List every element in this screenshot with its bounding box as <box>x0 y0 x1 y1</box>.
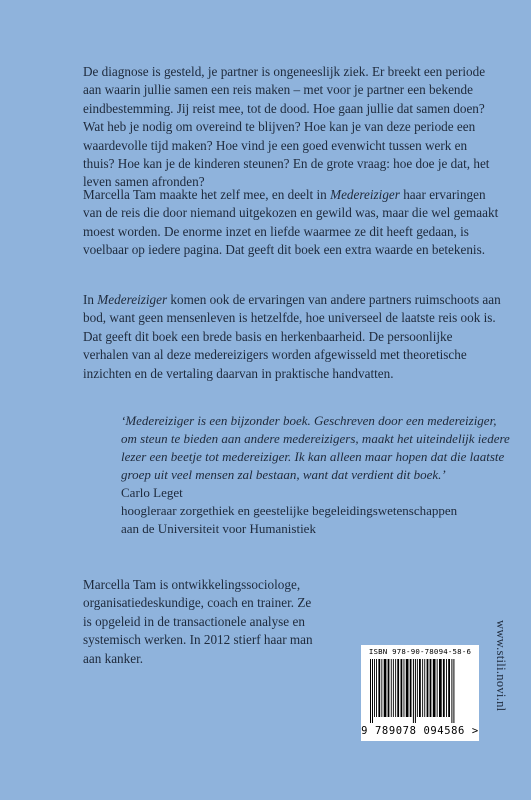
barcode-bar <box>397 659 399 717</box>
barcode-bar <box>424 659 425 717</box>
book-title-italic: Medereiziger <box>97 292 168 307</box>
barcode-bar <box>430 659 432 717</box>
paragraph-2-start: Marcella Tam maakte het zelf mee, en deelt in <box>83 187 331 202</box>
barcode-bar <box>417 659 418 717</box>
barcode-bar <box>437 659 438 717</box>
barcode-bar <box>413 659 414 723</box>
barcode-bar <box>415 659 416 723</box>
paragraph-3-start: In <box>83 292 98 307</box>
barcode-bar <box>374 659 375 717</box>
quote-author: Carlo Leget <box>121 485 183 500</box>
publisher-website: www.stili.novi.nl <box>494 620 508 712</box>
barcode-bar <box>451 659 452 723</box>
paragraph-2-end: haar ervaringen van de reis die door niemand uitgekozen en gewild was, maar die wel gemaakt moest worden. De enorme inzet en liefde waarmee ze dit heeft gedaan, is voelbaar op iedere pagina. Dat geeft dit boek een extra waarde en betekenis. <box>83 187 499 258</box>
description-paragraph-1: De diagnose is gesteld, je partner is ongeneeslijk ziek. Er breekt een periode aan waarin jullie samen een reis maken – met voor je partner een bekende eindbestemming. Jij reist mee, tot de dood. Hoe gaan jullie dat samen doen? Wat heb je nodig om overeind te blijven? Hoe kan je van deze periode een waardevolle tijd maken? Hoe vind je een goed evenwicht tussen werk en thuis? Hoe kan je de kinderen steunen? En de grote vraag: hoe doe je dat, het leven samen afronden? <box>83 64 490 190</box>
barcode-bar <box>446 659 447 717</box>
isbn-barcode <box>361 645 479 741</box>
isbn-label: ISBN 978-90-78094-58-6 <box>368 647 472 656</box>
quote-text: ‘Medereiziger is een bijzonder boek. Geschreven door een medereiziger, om steun te bieden aan andere medereizigers, maakt het uiteindelijk iedere lezer een beetje tot medereiziger. Ik kan alleen maar hopen dat die laatste groep uit veel mensen zal bestaan, want dat verdient dit boek.’ <box>121 413 510 482</box>
barcode-bar <box>433 659 436 717</box>
barcode-bar <box>395 659 396 717</box>
barcode-bar <box>443 659 445 717</box>
barcode-bar <box>378 659 380 717</box>
description-paragraph-2 <box>83 186 501 260</box>
barcode-bar <box>381 659 382 717</box>
barcode-bar <box>422 659 423 717</box>
barcode-bar <box>427 659 429 717</box>
paragraph-3-end: komen ook de ervaringen van andere partners ruimschoots aan bod, want geen mensenleven is hetzelfde, hoe universeel de laatste reis ook is. Dat geeft dit boek een brede basis en herkenbaarheid. De persoonlijke verhalen van al deze medereizigers worden afgewisseld met theoretische inzichten en de vertaling daarvan in praktische handvatten. <box>83 292 501 381</box>
author-bio: Marcella Tam is ontwikkelingssociologe, organisatiedeskundige, coach en trainer. Ze is opgeleid in de transactionele analyse en systemisch werken. In 2012 stierf haar man aan kanker. <box>83 577 313 666</box>
barcode-bar <box>448 659 450 717</box>
barcode-bar <box>401 659 403 717</box>
barcode-bar <box>376 659 377 717</box>
barcode-bar <box>453 659 454 723</box>
endorsement-quote <box>121 412 511 538</box>
quote-author-role-1: hoogleraar zorgethiek en geestelijke begeleidingswetenschappen <box>121 503 458 518</box>
barcode-bar <box>370 659 371 723</box>
barcode-bar <box>406 659 409 717</box>
barcode-bar <box>393 659 394 717</box>
barcode-bar <box>410 659 412 717</box>
barcode-bars <box>369 659 471 723</box>
barcode-bar <box>372 659 373 723</box>
barcode-digits: 9 789078 094586 > <box>361 725 479 737</box>
description-paragraph-3 <box>83 291 501 383</box>
barcode-bar <box>439 659 442 717</box>
barcode-bar <box>388 659 390 717</box>
barcode-bar <box>384 659 387 717</box>
book-title-italic: Medereiziger <box>330 187 400 202</box>
barcode-bar <box>404 659 405 717</box>
quote-author-role-2: aan de Universiteit voor Humanistiek <box>121 521 316 536</box>
barcode-bar <box>391 659 392 717</box>
barcode-bar <box>419 659 421 717</box>
